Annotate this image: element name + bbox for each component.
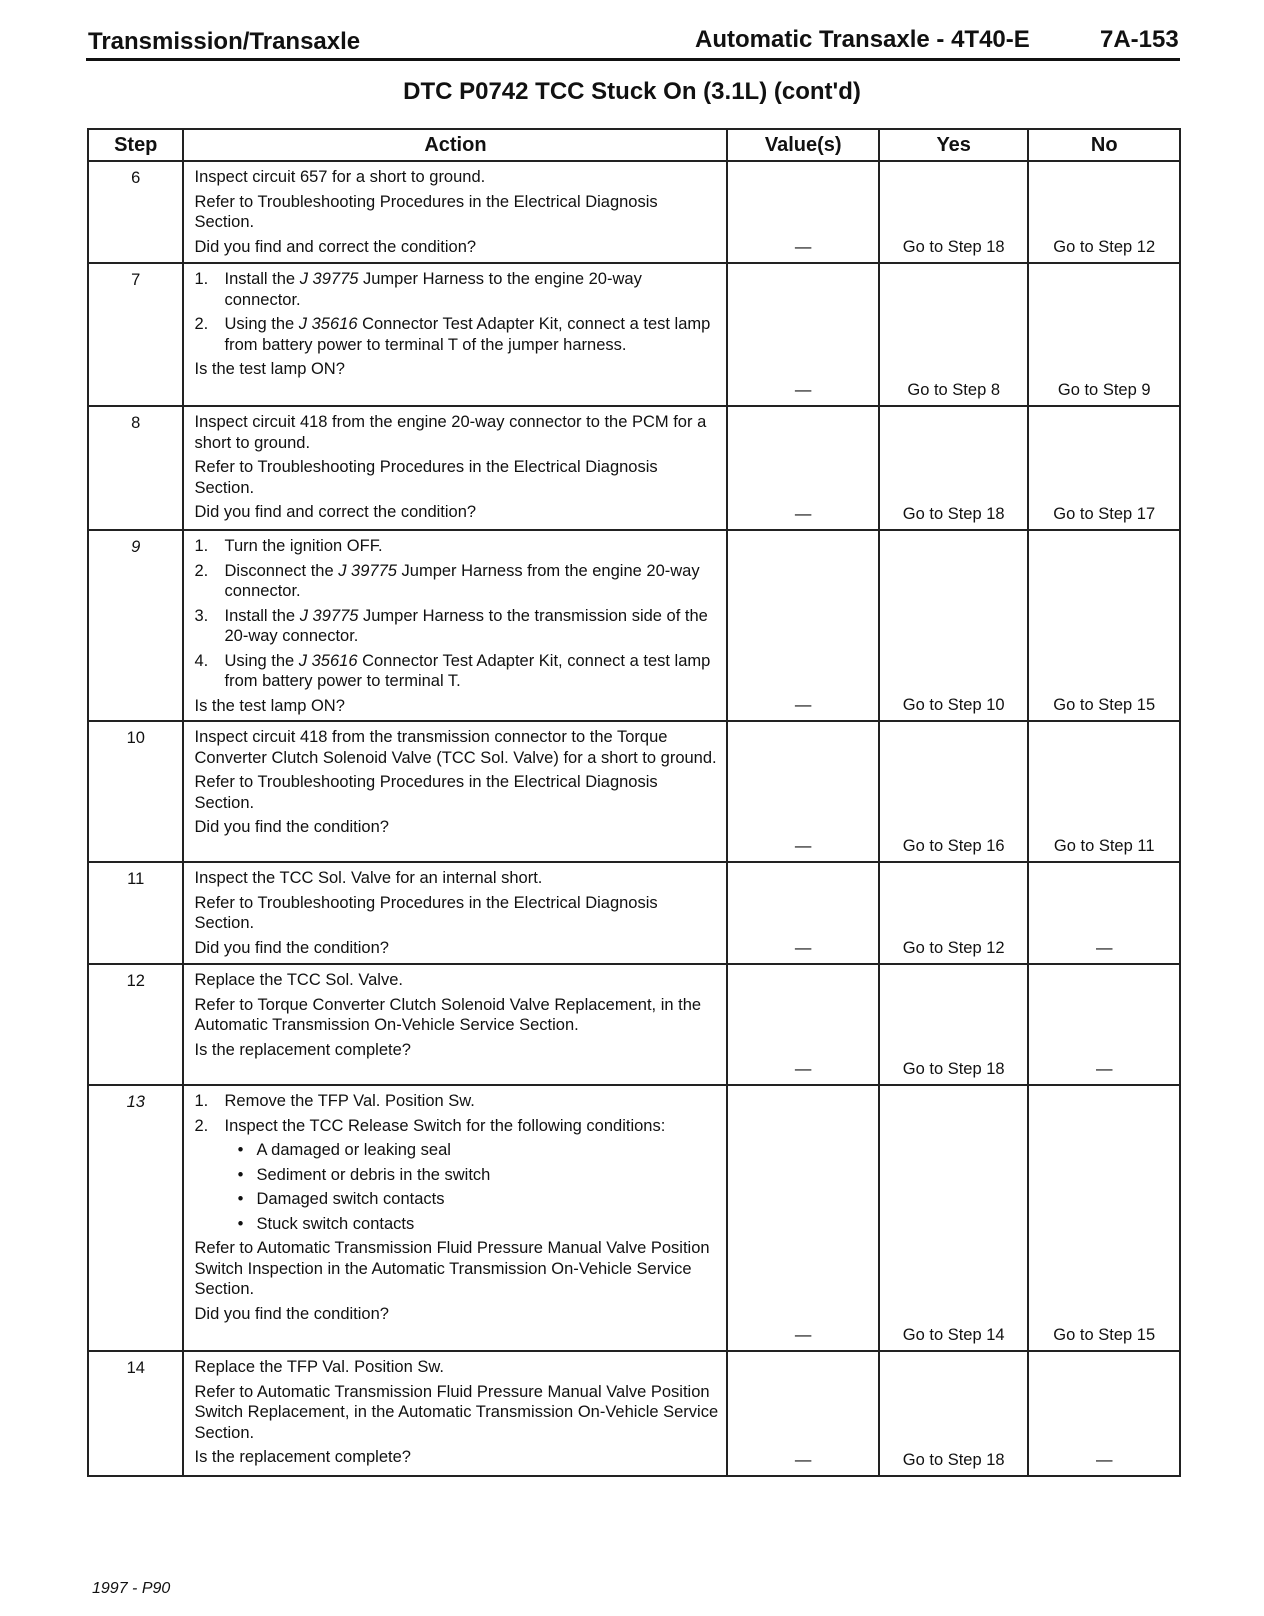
text-run: Turn the ignition OFF. [224, 537, 383, 555]
no-cell: — [1028, 1351, 1180, 1476]
value-cell: — [727, 964, 879, 1085]
column-header-action: Action [183, 129, 727, 161]
list-text [224, 536, 720, 557]
tool-number: J 39775 [338, 561, 397, 580]
value-cell: — [727, 406, 879, 530]
yes-cell: Go to Step 12 [879, 862, 1028, 964]
bullet-text: Stuck switch contacts [256, 1214, 415, 1233]
text-run: Disconnect the [224, 561, 339, 580]
list-number: 1. [194, 537, 209, 555]
yes-cell: Go to Step 16 [879, 721, 1028, 862]
action-paragraph: Did you find the condition? [194, 818, 389, 836]
action-list-item [194, 561, 720, 602]
text-run: Inspect the TCC Release Switch for the following conditions: [224, 1116, 666, 1135]
no-cell: Go to Step 11 [1028, 721, 1180, 862]
no-cell: Go to Step 15 [1028, 1085, 1180, 1351]
action-paragraph: Is the replacement complete? [194, 1448, 411, 1466]
column-header-values: Value(s) [727, 129, 879, 161]
text-run: Jumper Harness to the transmission side of the 20-way connector. [224, 606, 708, 645]
table-body [88, 161, 1180, 1476]
action-cell [183, 721, 727, 862]
step-number: 12 [88, 964, 183, 1085]
action-list-item [194, 536, 720, 557]
bullet-icon: • [237, 1190, 244, 1208]
action-cell [183, 406, 727, 530]
table-row [88, 1351, 1180, 1476]
table-row [88, 862, 1180, 964]
table-row [88, 263, 1180, 406]
action-list-item [194, 269, 720, 310]
step-number: 11 [88, 862, 183, 964]
text-run: Using the [224, 651, 299, 670]
bullet-item [194, 1140, 720, 1161]
tool-number: J 35616 [298, 315, 358, 333]
bullet-icon: • [237, 1141, 244, 1159]
header-rule [86, 58, 1180, 61]
action-paragraph: Inspect circuit 418 from the engine 20-way connector to the PCM for a short to ground. [194, 413, 707, 452]
list-number: 2. [194, 561, 209, 580]
action-paragraph: Did you find the condition? [194, 938, 389, 957]
step-number: 13 [88, 1085, 183, 1351]
page-number: 7A-153 [1100, 26, 1179, 53]
action-paragraph: Refer to Troubleshooting Procedures in the Electrical Diagnosis Section. [194, 458, 658, 497]
text-run: Connector Test Adapter Kit, connect a test lamp from battery power to terminal T of the jumper harness. [224, 315, 711, 354]
value-cell: — [727, 1351, 879, 1476]
yes-cell: Go to Step 18 [879, 161, 1028, 263]
list-text [224, 1116, 720, 1137]
action-paragraph: Refer to Troubleshooting Procedures in the Electrical Diagnosis Section. [194, 893, 658, 932]
chapter-title: Automatic Transaxle - 4T40-E [695, 26, 1030, 53]
no-cell: Go to Step 12 [1028, 161, 1180, 263]
action-list-item [194, 1116, 720, 1137]
action-cell [183, 1351, 727, 1476]
action-paragraph: Refer to Troubleshooting Procedures in the Electrical Diagnosis Section. [194, 192, 658, 231]
action-paragraph: Replace the TCC Sol. Valve. [194, 971, 403, 989]
list-text [224, 561, 720, 602]
table-row [88, 721, 1180, 862]
table-row [88, 406, 1180, 530]
value-cell: — [727, 263, 879, 406]
action-cell [183, 1085, 727, 1351]
text-run: Jumper Harness to the engine 20-way connector. [224, 270, 642, 309]
yes-cell: Go to Step 10 [879, 530, 1028, 721]
step-number: 6 [88, 161, 183, 263]
action-paragraph: Inspect circuit 657 for a short to ground. [194, 168, 486, 186]
action-paragraph: Inspect the TCC Sol. Valve for an internal short. [194, 869, 543, 887]
page-footer: 1997 - P90 [92, 1580, 171, 1597]
action-paragraph: Is the test lamp ON? [194, 360, 345, 378]
no-cell: Go to Step 9 [1028, 263, 1180, 406]
text-run: Install the [224, 606, 300, 625]
action-paragraph: Refer to Torque Converter Clutch Solenoid Valve Replacement, in the Automatic Transmission On-Vehicle Service Section. [194, 995, 702, 1034]
list-number: 1. [194, 1092, 209, 1110]
list-number: 4. [194, 651, 209, 670]
table-row [88, 964, 1180, 1085]
list-number: 2. [194, 1116, 209, 1135]
action-cell [183, 862, 727, 964]
list-text [224, 269, 720, 310]
action-paragraph: Inspect circuit 418 from the transmission connector to the Torque Converter Clutch Solenoid Valve (TCC Sol. Valve) for a short to ground. [194, 728, 717, 767]
table-row [88, 161, 1180, 263]
value-cell: — [727, 721, 879, 862]
action-paragraph: Replace the TFP Val. Position Sw. [194, 1358, 444, 1376]
list-number: 1. [194, 270, 209, 288]
list-text [224, 606, 720, 647]
action-cell [183, 161, 727, 263]
page-title: DTC P0742 TCC Stuck On (3.1L) (cont'd) [403, 78, 861, 105]
action-paragraph: Did you find and correct the condition? [194, 503, 477, 521]
column-header-step: Step [88, 129, 183, 161]
action-cell [183, 964, 727, 1085]
value-cell: — [727, 862, 879, 964]
list-number: 2. [194, 315, 209, 333]
no-cell: Go to Step 17 [1028, 406, 1180, 530]
action-list-item [194, 651, 720, 692]
action-paragraph: Refer to Automatic Transmission Fluid Pressure Manual Valve Position Switch Replacement, in the Automatic Transmission On-Vehicle Service Section. [194, 1382, 719, 1442]
list-text [224, 314, 720, 355]
tool-number: J 35616 [298, 651, 358, 670]
action-cell [183, 263, 727, 406]
bullet-item [194, 1165, 720, 1186]
action-paragraph: Did you find the condition? [194, 1304, 389, 1323]
yes-cell: Go to Step 18 [879, 964, 1028, 1085]
step-number: 14 [88, 1351, 183, 1476]
text-run: Connector Test Adapter Kit, connect a test lamp from battery power to terminal T. [224, 651, 711, 690]
text-run: Jumper Harness from the engine 20-way connector. [224, 561, 700, 600]
table-row [88, 1085, 1180, 1351]
bullet-text: Sediment or debris in the switch [256, 1165, 491, 1184]
step-number: 7 [88, 263, 183, 406]
bullet-icon: • [237, 1165, 244, 1184]
text-run: Using the [224, 315, 299, 333]
list-number: 3. [194, 606, 209, 625]
no-cell: — [1028, 862, 1180, 964]
diagnostic-table [87, 128, 1181, 1477]
value-cell: — [727, 1085, 879, 1351]
value-cell: — [727, 161, 879, 263]
action-list-item [194, 1091, 720, 1112]
no-cell: Go to Step 15 [1028, 530, 1180, 721]
yes-cell: Go to Step 18 [879, 1351, 1028, 1476]
bullet-icon: • [237, 1214, 244, 1233]
bullet-text: Damaged switch contacts [256, 1190, 445, 1208]
bullet-item [194, 1214, 720, 1235]
no-cell: — [1028, 964, 1180, 1085]
value-cell: — [727, 530, 879, 721]
step-number: 9 [88, 530, 183, 721]
list-text [224, 651, 720, 692]
tool-number: J 39775 [299, 270, 359, 288]
tool-number: J 39775 [299, 606, 359, 625]
column-header-no: No [1028, 129, 1180, 161]
step-number: 10 [88, 721, 183, 862]
action-paragraph: Is the replacement complete? [194, 1040, 411, 1059]
table-header-row [88, 129, 1180, 161]
step-number: 8 [88, 406, 183, 530]
yes-cell: Go to Step 14 [879, 1085, 1028, 1351]
list-text [224, 1091, 720, 1112]
yes-cell: Go to Step 18 [879, 406, 1028, 530]
bullet-text: A damaged or leaking seal [256, 1141, 451, 1159]
action-list-item [194, 314, 720, 355]
yes-cell: Go to Step 8 [879, 263, 1028, 406]
action-paragraph: Is the test lamp ON? [194, 696, 345, 715]
section-title: Transmission/Transaxle [88, 28, 361, 55]
table-row [88, 530, 1180, 721]
text-run: Install the [224, 270, 300, 288]
column-header-yes: Yes [879, 129, 1028, 161]
action-paragraph: Did you find and correct the condition? [194, 237, 477, 256]
page-header [86, 22, 1180, 62]
action-list-item [194, 606, 720, 647]
text-run: Remove the TFP Val. Position Sw. [224, 1092, 475, 1110]
action-cell [183, 530, 727, 721]
action-paragraph: Refer to Troubleshooting Procedures in the Electrical Diagnosis Section. [194, 773, 658, 812]
action-paragraph: Refer to Automatic Transmission Fluid Pressure Manual Valve Position Switch Inspection in the Automatic Transmission On-Vehicle Service Section. [194, 1239, 710, 1298]
bullet-item [194, 1189, 720, 1210]
